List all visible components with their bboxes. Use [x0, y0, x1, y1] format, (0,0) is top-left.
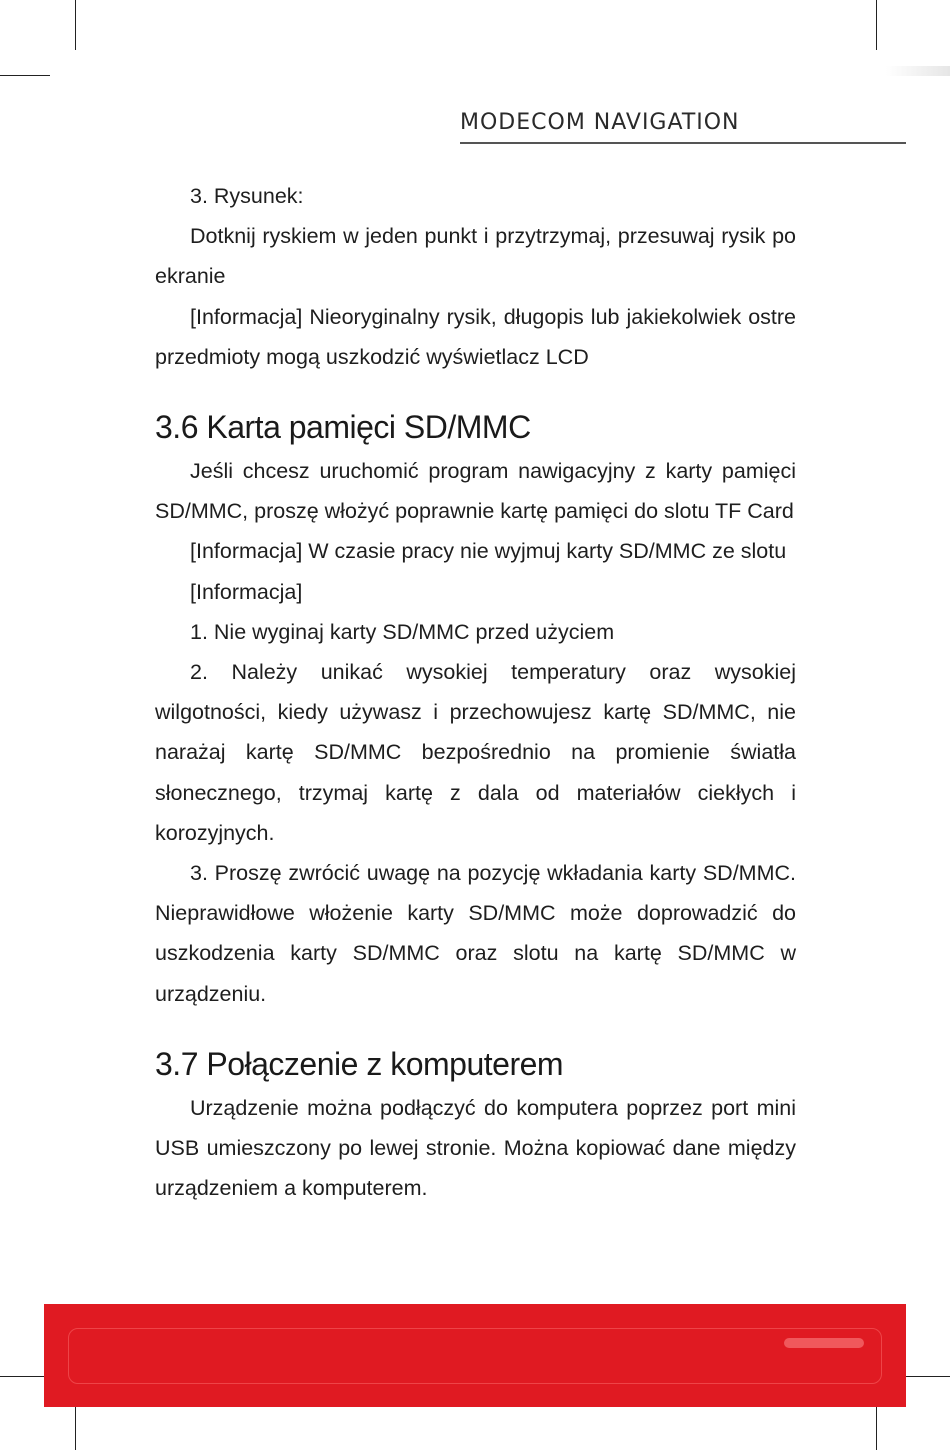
footer-highlight: [784, 1338, 864, 1348]
crop-mark-top-left-horizontal: [0, 75, 50, 76]
sd-card-info-1: [Informacja] W czasie pracy nie wyjmuj karty SD/MMC ze slotu: [190, 539, 787, 564]
sd-card-item-3: 3. Proszę zwrócić uwagę na pozycję wkładania karty SD/MMC. Nieprawidłowe włożenie karty SD/MMC może doprowadzić do uszkodzenia karty SD/MMC oraz slotu na kartę SD/MMC w urządzeniu.: [155, 861, 796, 1006]
computer-body: Urządzenie można podłączyć do komputera poprzez port mini USB umieszczony po lewej stronie. Można kopiować dane między urządzeniem a komputerem.: [155, 1095, 796, 1201]
drawing-instruction: Dotknij ryskiem w jeden punkt i przytrzymaj, przesuwaj rysik po ekranie: [155, 224, 796, 289]
crop-mark-top-left-vertical: [75, 0, 76, 50]
drawing-info: [Informacja] Nieoryginalny rysik, długopis lub jakiekolwiek ostre przedmioty mogą uszkodzić wyświetlacz LCD: [155, 304, 796, 369]
crop-mark-bottom-right-horizontal: [900, 1376, 950, 1377]
sd-card-item-1: 1. Nie wyginaj karty SD/MMC przed użyciem: [190, 619, 615, 644]
footer-band: [44, 1304, 906, 1407]
running-header: MODECOM NAVIGATION: [460, 110, 740, 135]
footer-inset-frame: [68, 1328, 882, 1384]
crop-mark-top-right-vertical: [876, 0, 877, 50]
header-decoration: [886, 66, 950, 76]
sd-card-intro: Jeśli chcesz uruchomić program nawigacyjny z karty pamięci SD/MMC, proszę włożyć poprawnie kartę pamięci do slotu TF Card: [155, 459, 796, 524]
crop-mark-bottom-left-horizontal: [0, 1376, 50, 1377]
section-title-sd-card: 3.6 Karta pamięci SD/MMC: [155, 409, 531, 446]
section-title-computer: 3.7 Połączenie z komputerem: [155, 1045, 564, 1082]
crop-mark-bottom-right-vertical: [876, 1400, 877, 1450]
sd-card-info-2: [Informacja]: [190, 579, 303, 604]
page-content: [155, 176, 796, 1208]
sd-card-item-2: 2. Należy unikać wysokiej temperatury oraz wysokiej wilgotności, kiedy używasz i przechowujesz kartę SD/MMC, nie narażaj kartę SD/MMC bezpośrednio na promienie światła słonecznego, trzymaj kartę z dala od materiałów ciekłych i korozyjnych.: [155, 660, 796, 845]
drawing-heading: 3. Rysunek:: [190, 184, 304, 208]
header-rule: [460, 142, 906, 144]
crop-mark-bottom-left-vertical: [75, 1400, 76, 1450]
